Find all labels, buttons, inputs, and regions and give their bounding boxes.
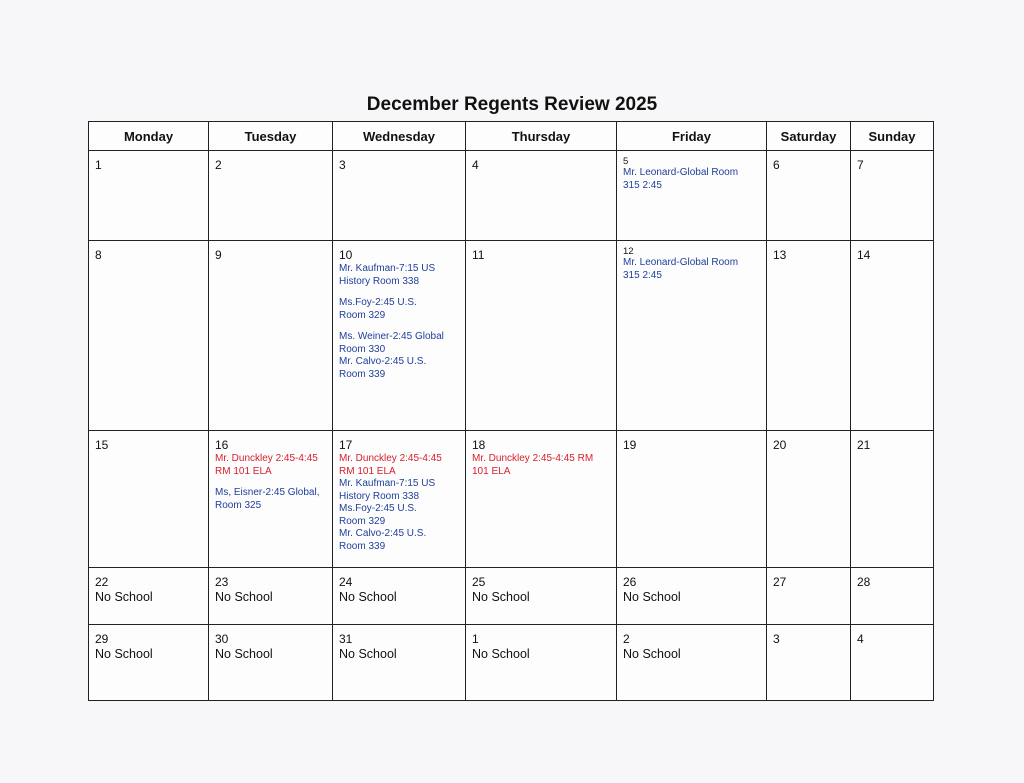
event-entry: Mr. Kaufman-7:15 US History Room 338 (339, 263, 436, 287)
day-number: 25 (472, 575, 486, 589)
calendar-table (88, 121, 934, 701)
day-cell (767, 241, 851, 431)
page-title: December Regents Review 2025 (366, 94, 658, 115)
day-cell (333, 151, 466, 241)
day-cell (333, 568, 466, 625)
day-number: 21 (857, 438, 871, 452)
event-entry: Mr. Dunckley 2:45-4:45 RM 101 ELA (472, 453, 594, 477)
day-number: 5 (623, 156, 629, 167)
day-number: 12 (623, 246, 634, 257)
day-note: No School (472, 590, 530, 604)
calendar-week-row (89, 241, 934, 431)
day-cell (333, 625, 466, 701)
day-number: 23 (215, 575, 229, 589)
day-cell (851, 241, 934, 431)
day-number: 3 (773, 632, 780, 646)
day-cell (89, 568, 209, 625)
day-number: 4 (472, 158, 479, 172)
day-cell (209, 151, 333, 241)
day-number: 20 (773, 438, 787, 452)
event-entry: Mr. Leonard-Global Room 315 2:45 (623, 257, 739, 281)
weekday-header: Wednesday (333, 122, 466, 151)
day-note: No School (339, 590, 397, 604)
day-note: No School (472, 647, 530, 661)
day-note: No School (215, 647, 273, 661)
weekday-header: Tuesday (209, 122, 333, 151)
day-note: No School (215, 590, 273, 604)
weekday-header-row (89, 122, 934, 151)
day-number: 7 (857, 158, 864, 172)
day-cell (209, 241, 333, 431)
day-cell (89, 241, 209, 431)
day-number: 19 (623, 438, 637, 452)
event-entry: Ms. Weiner-2:45 Global Room 330 (339, 331, 444, 355)
day-cell (617, 625, 767, 701)
event-entry: Mr. Calvo-2:45 U.S. Room 339 (339, 528, 427, 552)
day-number: 11 (472, 248, 485, 262)
day-number: 9 (215, 248, 222, 262)
day-cell (851, 568, 934, 625)
day-number: 16 (215, 438, 229, 452)
weekday-header: Friday (617, 122, 767, 151)
day-cell (767, 568, 851, 625)
day-note: No School (623, 590, 681, 604)
day-note: No School (623, 647, 681, 661)
day-number: 18 (472, 438, 486, 452)
calendar-week-row (89, 151, 934, 241)
day-cell (466, 151, 617, 241)
day-number: 22 (95, 575, 109, 589)
event-entry: Mr. Calvo-2:45 U.S. Room 339 (339, 356, 427, 380)
day-cell (851, 625, 934, 701)
calendar-week-row (89, 431, 934, 568)
day-cell (851, 151, 934, 241)
day-note: No School (95, 647, 153, 661)
day-cell (89, 151, 209, 241)
event-entry: Ms.Foy-2:45 U.S. Room 329 (339, 503, 417, 527)
day-number: 4 (857, 632, 864, 646)
day-number: 24 (339, 575, 353, 589)
event-entry: Mr. Dunckley 2:45-4:45 RM 101 ELA (339, 453, 442, 477)
day-cell (617, 431, 767, 568)
day-cell (466, 568, 617, 625)
day-cell (89, 625, 209, 701)
event-entry: Ms, Eisner-2:45 Global, Room 325 (215, 487, 320, 511)
day-number: 8 (95, 248, 102, 262)
day-number: 17 (339, 438, 353, 452)
day-cell (617, 151, 767, 241)
weekday-header: Sunday (851, 122, 934, 151)
day-number: 27 (773, 575, 787, 589)
day-cell (617, 568, 767, 625)
day-number: 1 (472, 632, 479, 646)
day-cell (851, 431, 934, 568)
day-number: 2 (623, 632, 630, 646)
day-cell (466, 625, 617, 701)
weekday-header: Monday (89, 122, 209, 151)
weekday-header: Thursday (466, 122, 617, 151)
day-number: 1 (95, 158, 102, 172)
event-entry: Mr. Kaufman-7:15 US History Room 338 (339, 478, 436, 502)
calendar-week-row (89, 625, 934, 701)
day-note: No School (95, 590, 153, 604)
day-cell (767, 625, 851, 701)
day-number: 29 (95, 632, 109, 646)
day-number: 10 (339, 248, 353, 262)
day-number: 26 (623, 575, 637, 589)
day-number: 14 (857, 248, 871, 262)
day-cell (333, 241, 466, 431)
day-cell (209, 625, 333, 701)
day-cell (767, 151, 851, 241)
day-cell (89, 431, 209, 568)
day-cell (209, 568, 333, 625)
day-cell (333, 431, 466, 568)
event-entry: Ms.Foy-2:45 U.S. Room 329 (339, 297, 417, 321)
day-number: 15 (95, 438, 109, 452)
day-number: 3 (339, 158, 346, 172)
day-cell (209, 431, 333, 568)
day-cell (466, 431, 617, 568)
day-number: 30 (215, 632, 229, 646)
day-cell (466, 241, 617, 431)
day-number: 31 (339, 632, 353, 646)
day-note: No School (339, 647, 397, 661)
day-cell (617, 241, 767, 431)
day-number: 6 (773, 158, 780, 172)
day-number: 28 (857, 575, 871, 589)
day-number: 2 (215, 158, 222, 172)
day-number: 13 (773, 248, 787, 262)
event-entry: Mr. Leonard-Global Room 315 2:45 (623, 167, 739, 191)
weekday-header: Saturday (767, 122, 851, 151)
event-entry: Mr. Dunckley 2:45-4:45 RM 101 ELA (215, 453, 318, 477)
day-cell (767, 431, 851, 568)
calendar-week-row (89, 568, 934, 625)
